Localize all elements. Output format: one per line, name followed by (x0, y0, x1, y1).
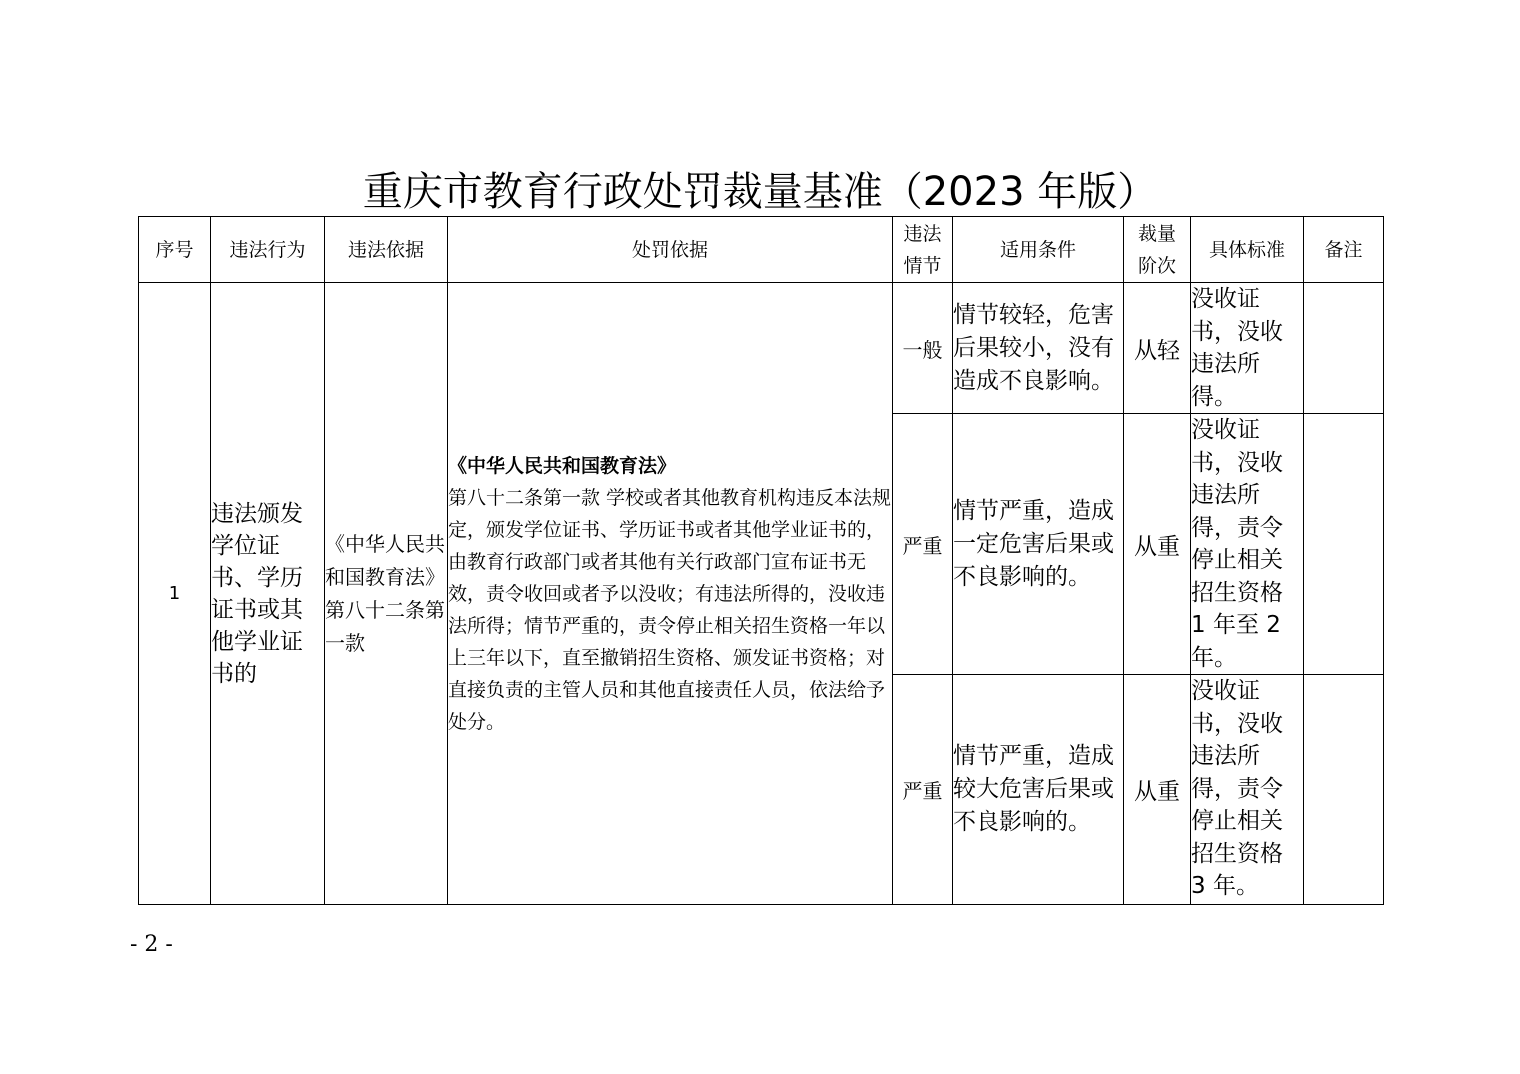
sub-level: 从重 (1124, 414, 1191, 675)
sub-circumstance: 严重 (893, 414, 953, 675)
sub-circumstance: 一般 (893, 283, 953, 414)
header-penalty-basis: 处罚依据 (448, 217, 893, 283)
header-behavior: 违法行为 (211, 217, 325, 283)
page-number: - 2 - (130, 932, 173, 957)
table-row (139, 283, 1384, 414)
penalty-standard-table (138, 216, 1384, 905)
table-header-row (139, 217, 1384, 283)
sub-standard: 没收证书，没收违法所得，责令停止相关招生资格 1 年至 2 年。 (1191, 414, 1304, 675)
sub-level: 从重 (1124, 675, 1191, 905)
sub-condition: 情节较轻，危害后果较小，没有造成不良影响。 (953, 283, 1124, 414)
header-circumstance: 违法情节 (893, 217, 953, 283)
row-seq: 1 (139, 283, 211, 905)
sub-condition: 情节严重，造成一定危害后果或不良影响的。 (953, 414, 1124, 675)
sub-level: 从轻 (1124, 283, 1191, 414)
sub-condition: 情节严重，造成较大危害后果或不良影响的。 (953, 675, 1124, 905)
row-basis: 《中华人民共和国教育法》 第八十二条第一款 (325, 283, 448, 905)
header-level: 裁量阶次 (1124, 217, 1191, 283)
header-standard: 具体标准 (1191, 217, 1304, 283)
sub-note (1304, 414, 1384, 675)
document-title: 重庆市教育行政处罚裁量基准（2023 年版） (362, 169, 1158, 215)
header-note: 备注 (1304, 217, 1384, 283)
header-seq: 序号 (139, 217, 211, 283)
sub-note (1304, 675, 1384, 905)
header-condition: 适用条件 (953, 217, 1124, 283)
penalty-law-text: 第八十二条第一款 学校或者其他教育机构违反本法规定，颁发学位证书、学历证书或者其他学业证书的，由教育行政部门或者其他有关行政部门宣布证书无效，责令收回或者予以没收；有违法所得的，没收违法所得；情节严重的，责令停止相关招生资格一年以上三年以下，直至撤销招生资格、颁发证书资格；对直接负责的主管人员和其他直接责任人员，依法给予处分。 (448, 486, 892, 733)
sub-circumstance: 严重 (893, 675, 953, 905)
row-penalty-basis (448, 283, 893, 905)
row-behavior: 违法颁发学位证书、学历证书或其他学业证书的 (211, 283, 325, 905)
sub-note (1304, 283, 1384, 414)
penalty-law-title: 《中华人民共和国教育法》 (448, 454, 677, 477)
sub-standard: 没收证书，没收违法所得。 (1191, 283, 1304, 414)
sub-standard: 没收证书，没收违法所得，责令停止相关招生资格 3 年。 (1191, 675, 1304, 905)
header-basis: 违法依据 (325, 217, 448, 283)
